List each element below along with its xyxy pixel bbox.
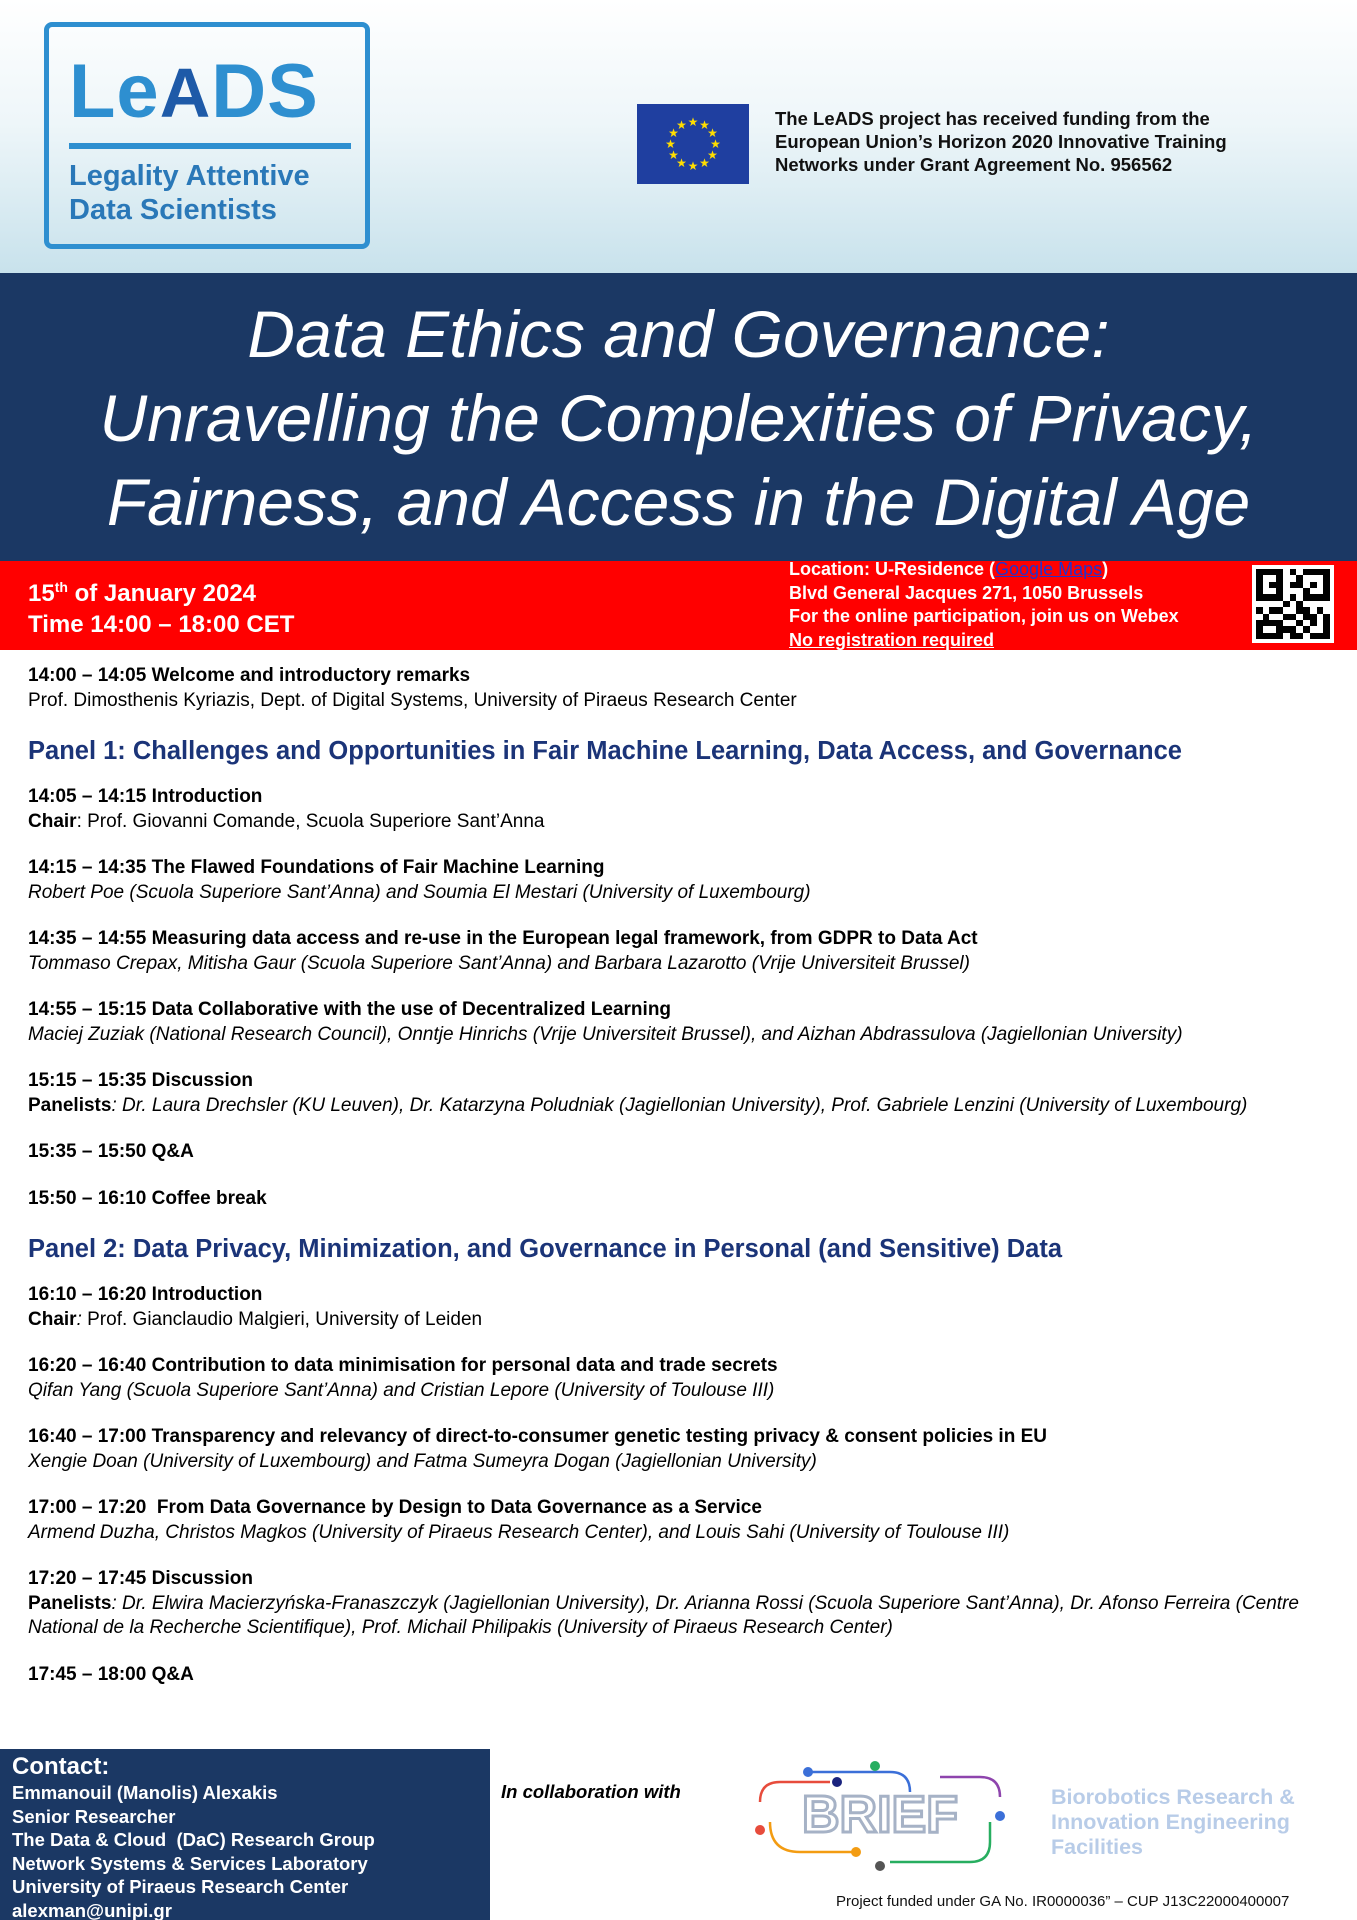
agenda-item-heading: 17:20 – 17:45 Discussion [28, 1568, 253, 1589]
panelists-label: Panelists [28, 1592, 112, 1614]
chair-name: : Prof. Giovanni Comande, Scuola Superiore Sant’Anna [76, 810, 545, 832]
logo-word-part: A [159, 54, 212, 132]
agenda-item-speakers: Maciej Zuziak (National Research Council), Onntje Hinrichs (Vrije Universiteit Brussel), and Aizhan Abdrassulova (Jagiellonian University) [28, 1023, 1183, 1045]
event-title [20, 292, 1337, 544]
logo-tagline [69, 159, 359, 227]
agenda-item-coffee [28, 1187, 1338, 1212]
brief-logo-text: BRIEF [802, 1786, 958, 1844]
contact-name: Emmanouil (Manolis) Alexakis [12, 1782, 278, 1803]
svg-text:★: ★ [687, 159, 699, 173]
agenda-item-panelists [28, 1094, 1338, 1119]
date-suffix: th [54, 579, 68, 595]
brief-logo [740, 1752, 1020, 1872]
agenda-item-speakers: Armend Duzha, Christos Magkos (University of Piraeus Research Center), and Louis Sahi (University of Toulouse III) [28, 1521, 1010, 1543]
agenda [28, 664, 1338, 1709]
google-maps-link[interactable]: Google Maps [995, 559, 1103, 579]
agenda-item-p1-intro [28, 785, 1338, 834]
contact-role: Senior Researcher [12, 1805, 176, 1827]
online-participation: For the online participation, join us on Webex [789, 606, 1179, 626]
brief-line: Biorobotics Research & [1051, 1785, 1295, 1809]
agenda-item-chair [28, 1308, 1338, 1333]
agenda-item-heading: 15:35 – 15:50 Q&A [28, 1141, 194, 1162]
agenda-item-speakers: Qifan Yang (Scuola Superiore Sant’Anna) and Cristian Lepore (University of Toulouse III) [28, 1379, 775, 1401]
agenda-item-p2-talk3 [28, 1496, 1338, 1545]
panel-1-title: Panel 1: Challenges and Opportunities in Fair Machine Learning, Data Access, and Governance [28, 737, 1182, 765]
svg-text:★: ★ [668, 126, 679, 140]
brief-line: Innovation Engineering [1051, 1810, 1290, 1834]
svg-text:★: ★ [676, 118, 687, 132]
logo-tagline-line: Legality Attentive [69, 160, 310, 192]
svg-text:★: ★ [687, 115, 699, 129]
chair-name: Prof. Gianclaudio Malgieri, University of Leiden [81, 1308, 483, 1330]
address: Blvd General Jacques 271, 1050 Brussels [789, 582, 1144, 603]
collaboration-label: In collaboration with [501, 1781, 681, 1802]
contact-group: The Data & Cloud (DaC) Research Group [12, 1829, 375, 1850]
title-line: Unravelling the Complexities of Privacy, [99, 381, 1258, 455]
agenda-item-heading: 16:10 – 16:20 Introduction [28, 1284, 263, 1305]
chair-label: Chair [28, 1308, 77, 1330]
contact-center: University of Piraeus Research Center [12, 1876, 349, 1897]
leads-logo [44, 22, 370, 249]
chair-label: Chair [28, 810, 77, 832]
agenda-item-p1-discussion [28, 1069, 1338, 1118]
agenda-item-heading: 17:00 – 17:20 From Data Governance by Design to Data Governance as a Service [28, 1497, 762, 1518]
title-line: Data Ethics and Governance: [247, 297, 1110, 371]
agenda-item-p2-qa [28, 1663, 1338, 1688]
agenda-item-p2-talk2 [28, 1425, 1338, 1474]
agenda-item-speakers: Robert Poe (Scuola Superiore Sant’Anna) and Soumia El Mestari (University of Luxembourg) [28, 881, 811, 903]
funding-line: European Union’s Horizon 2020 Innovative Training [775, 131, 1227, 152]
agenda-item-heading: 14:05 – 14:15 Introduction [28, 786, 263, 807]
agenda-item-speaker: Prof. Dimosthenis Kyriazis, Dept. of Digital Systems, University of Piraeus Research Center [28, 689, 797, 711]
svg-text:★: ★ [668, 148, 679, 162]
logo-tagline-line: Data Scientists [69, 194, 277, 226]
logo-divider [69, 143, 351, 149]
agenda-item-p2-discussion [28, 1567, 1338, 1641]
agenda-item-heading: 15:50 – 16:10 Coffee break [28, 1187, 267, 1209]
contact-title: Contact: [12, 1753, 110, 1780]
location-block [789, 558, 1229, 652]
contact-box [0, 1749, 490, 1920]
location-prefix: Location: U-Residence ( [789, 559, 996, 579]
agenda-item-heading: 15:15 – 15:35 Discussion [28, 1070, 253, 1091]
agenda-item-p1-qa [28, 1140, 1338, 1165]
agenda-item-panelists [28, 1592, 1338, 1641]
date-day: 15 [28, 580, 55, 607]
agenda-item-p2-talk1 [28, 1354, 1338, 1403]
funding-statement [775, 107, 1295, 176]
title-line: Fairness, and Access in the Digital Age [106, 465, 1251, 539]
agenda-item-p1-talk2 [28, 927, 1338, 976]
svg-text:★: ★ [710, 137, 721, 151]
funded-note: Project funded under GA No. IR0000036” – CUP J13C22000400007 [836, 1893, 1290, 1910]
location-line [789, 558, 1229, 582]
svg-text:★: ★ [665, 137, 676, 151]
eu-flag-icon [637, 104, 749, 184]
brief-line: Facilities [1051, 1835, 1144, 1859]
leads-logo-wordmark [69, 47, 355, 137]
qr-code-grid [1256, 569, 1330, 639]
agenda-item-p1-talk1 [28, 856, 1338, 905]
panel-2-title: Panel 2: Data Privacy, Minimization, and Governance in Personal (and Sensitive) Data [28, 1235, 1063, 1263]
event-date [28, 578, 256, 609]
agenda-item-chair [28, 810, 1338, 835]
agenda-item-heading: 16:40 – 17:00 Transparency and relevancy of direct-to-consumer genetic testing privacy & consent policies in EU [28, 1426, 1047, 1447]
event-time: Time 14:00 – 18:00 CET [28, 611, 295, 638]
chair-colon: : [76, 1308, 82, 1330]
panelists-names: : Dr. Elwira Macierzyńska-Franaszczyk (Jagiellonian University), Dr. Arianna Rossi (Scuola Superiore Sant’Anna), Dr. Afonso Ferreira (Centre National de la Recherche Scientifique), Prof. Michail Philipakis (University of Piraeus Research Center) [28, 1592, 1299, 1638]
agenda-item-heading: 14:35 – 14:55 Measuring data access and re-use in the European legal framework, from GDPR to Data Act [28, 928, 978, 949]
location-suffix: ) [1102, 559, 1109, 579]
svg-text:★: ★ [676, 156, 687, 170]
contact-email-link[interactable]: alexman@unipi.gr [12, 1899, 172, 1920]
eu-stars-icon [637, 104, 749, 184]
registration-link[interactable]: No registration required [789, 629, 995, 650]
svg-text:★: ★ [699, 118, 710, 132]
panelists-label: Panelists [28, 1094, 112, 1116]
agenda-item-heading: 14:00 – 14:05 Welcome and introductory remarks [28, 665, 471, 686]
agenda-item-welcome [28, 664, 1338, 713]
agenda-item-speakers: Tommaso Crepax, Mitisha Gaur (Scuola Superiore Sant’Anna) and Barbara Lazarotto (Vrije Universiteit Brussel) [28, 952, 970, 974]
brief-description [1051, 1785, 1295, 1860]
agenda-item-heading: 17:45 – 18:00 Q&A [28, 1663, 194, 1685]
contact-lab: Network Systems & Services Laboratory [12, 1852, 368, 1874]
svg-text:★: ★ [707, 126, 718, 140]
logo-word-part: DS [211, 49, 319, 134]
agenda-item-p2-intro [28, 1283, 1338, 1332]
date-rest: of January 2024 [67, 580, 257, 607]
agenda-item-heading: 14:15 – 14:35 The Flawed Foundations of Fair Machine Learning [28, 857, 605, 878]
agenda-item-heading: 16:20 – 16:40 Contribution to data minimisation for personal data and trade secrets [28, 1355, 778, 1376]
agenda-item-speakers: Xengie Doan (University of Luxembourg) and Fatma Sumeyra Dogan (Jagiellonian University) [28, 1450, 817, 1472]
panelists-names: : Dr. Laura Drechsler (KU Leuven), Dr. Katarzyna Poludniak (Jagiellonian University), Prof. Gabriele Lenzini (University of Luxembourg) [111, 1094, 1248, 1116]
svg-text:★: ★ [699, 156, 710, 170]
funding-line: Networks under Grant Agreement No. 956562 [775, 154, 1173, 175]
agenda-item-p1-talk3 [28, 998, 1338, 1047]
qr-code-icon[interactable] [1252, 565, 1334, 643]
svg-text:★: ★ [707, 148, 718, 162]
agenda-item-heading: 14:55 – 15:15 Data Collaborative with the use of Decentralized Learning [28, 999, 672, 1020]
logo-word-part: Le [69, 49, 160, 134]
funding-line: The LeADS project has received funding from the [775, 108, 1210, 129]
